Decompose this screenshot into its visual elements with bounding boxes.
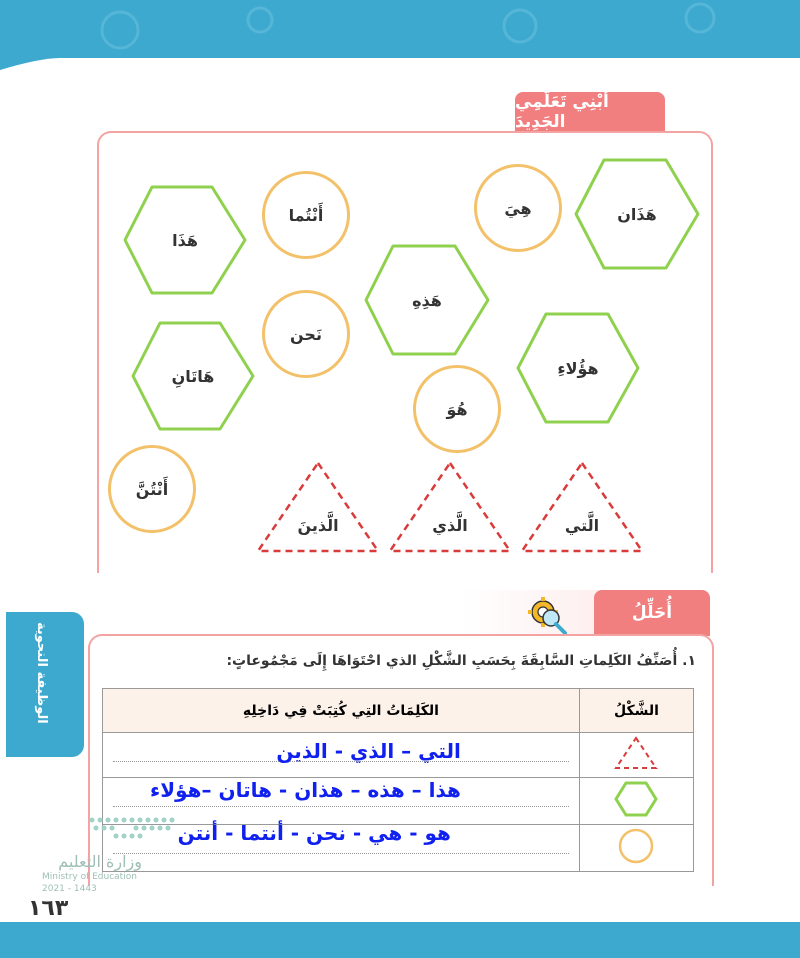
header-words: الكَلِمَاتُ التِي كُتِبَتْ فِي دَاخِلِهِ [103, 689, 580, 733]
triangle-word: الَّذينَ [297, 515, 339, 535]
ministry-year: 2021 - 1443 [42, 884, 97, 894]
answer-text: هذا – هذه – هذان - هاتان –هؤلاء [150, 778, 461, 802]
table-header-row [103, 689, 694, 733]
ministry-name-arabic: وزارة التعليم [58, 852, 142, 871]
answer-cell [103, 733, 580, 778]
section-title-analyze [594, 590, 710, 636]
circle-word: أَنْتُما [262, 171, 350, 259]
side-tab-label: الوظيفة النحوية [34, 622, 49, 724]
dotted-line [113, 853, 569, 854]
triangle-word: الَّذي [432, 515, 468, 535]
hexagon-shape [612, 779, 660, 819]
hexagon-word: هؤُلاءِ [557, 358, 599, 378]
hexagon-word: هَذَان [617, 204, 657, 224]
triangle-word: الَّتي [564, 515, 600, 535]
circle-word: هِيَ [474, 164, 562, 252]
ministry-name-english: Ministry of Education [42, 872, 137, 882]
table-row [103, 778, 694, 825]
table-row [103, 733, 694, 778]
ministry-logo-icon [86, 814, 178, 844]
header-shape: الشَّكْلُ [579, 689, 693, 733]
magnifier-gear-icon [525, 596, 569, 636]
circle-word: أَنْتُنَّ [108, 445, 196, 533]
shape-cell [579, 778, 693, 825]
hexagon-word: هَذَا [172, 230, 198, 250]
section-title-analyze-text: أُحَلِّلُ [631, 603, 673, 623]
bottom-banner [0, 922, 800, 958]
page-number: ١٦٣ [28, 896, 69, 921]
shape-cell [579, 733, 693, 778]
circle-shape [612, 826, 660, 866]
table-row [103, 825, 694, 872]
answer-text: التي – الذي - الذين [276, 739, 461, 763]
question-text: ١. أُصَنِّفُ الكَلِماتِ السَّابِقَةَ بِحَسَبِ الشَّكْلِ الذي احْتَوَاهَا إِلَى مَجْمُوعاتٍ: [226, 653, 696, 669]
answer-text: هو - هي - نحن - أنتما - أنتن [177, 821, 451, 845]
dotted-line [113, 806, 569, 807]
shape-cell [579, 825, 693, 872]
hexagon-word: هَاتَانِ [171, 366, 215, 386]
hexagon-word: هَذِهِ [412, 290, 442, 310]
circle-word: نَحن [262, 290, 350, 378]
side-tab [6, 612, 84, 757]
answer-table [102, 688, 694, 872]
circle-word: هُوَ [413, 365, 501, 453]
triangle-shape [612, 734, 660, 772]
section-title-build-text: أَبْنِي تَعَلُّمِي الجَدِيدَ [515, 92, 609, 132]
